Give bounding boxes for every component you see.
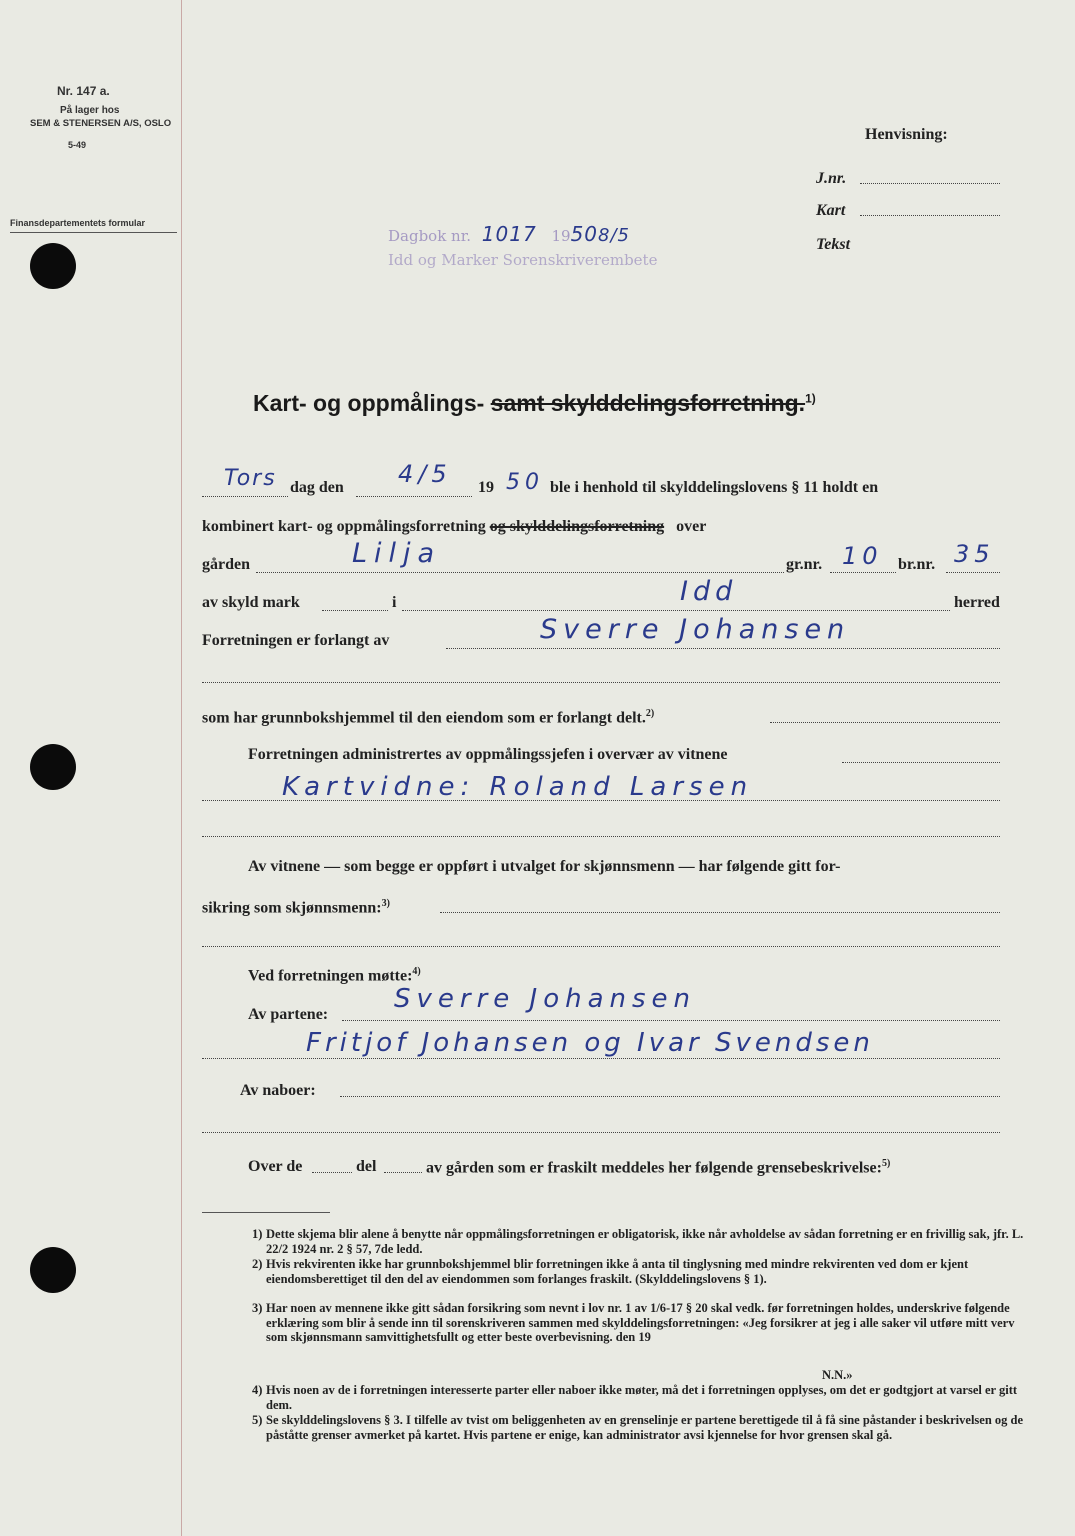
punch-hole-top <box>30 243 76 289</box>
partene-handwritten-1: Sverre Johansen <box>394 984 697 1014</box>
garden-field[interactable] <box>256 572 784 573</box>
vitner-footnote: 3) <box>381 898 390 909</box>
naboer-field-2[interactable] <box>202 1132 1000 1133</box>
forlangt-handwritten: Sverre Johansen <box>540 614 851 645</box>
stock-line-1: På lager hos <box>60 105 120 116</box>
day-handwritten: Tors <box>224 466 277 491</box>
title-footnote: 1) <box>805 391 816 406</box>
footnote-text: Har noen av mennene ikke gitt sådan forsikring som nevnt i lov nr. 1 av 1/6-17 § 20 skal vedk. før forretningen holdes, underskrive følgende erklæring som blir å sende inn til sorenskriveren sammen med skylddelingsforretningen: «Jeg forsikrer at jeg i alle saker vil utføre mitt verv som skjønnsmann samvittighetsfullt og etter beste overbevisning. den 19 <box>266 1301 1015 1344</box>
brnr-handwritten: 35 <box>954 540 995 568</box>
vitner-field[interactable] <box>440 912 1000 913</box>
footnote-num: 3) <box>252 1301 263 1315</box>
forlangt-label: Forretningen er forlangt av <box>202 632 390 649</box>
nn-signature: N.N.» <box>822 1368 853 1382</box>
line2-struck: og skylddelingsforretning <box>489 518 665 535</box>
grunnbok-text: som har grunnbokshjemmel til den eiendom som er forlangt delt. <box>202 709 646 727</box>
del-field[interactable] <box>384 1172 422 1173</box>
del-label: del <box>356 1158 377 1175</box>
over-rest-text: av gården som er fraskilt meddeles her følgende grensebeskrivelse: <box>426 1159 882 1177</box>
stock-line-2: SEM & STENERSEN A/S, OSLO <box>30 118 172 129</box>
punch-hole-middle <box>30 744 76 790</box>
stamp-number: 1017 <box>481 222 537 246</box>
dag-den-label: dag den <box>290 479 344 496</box>
line1-text: ble i henhold til skylddelingslovens § 11 holdt en <box>550 479 879 496</box>
witness-handwritten: Kartvidne: Roland Larsen <box>282 772 754 802</box>
i-label: i <box>392 594 397 611</box>
edition: 5-49 <box>68 140 87 150</box>
footnote-text: Hvis noen av de i forretningen interesserte parter eller naboer ikke møter, må det i forretningen opplyses, om det er godtgjort at varsel er gitt dem. <box>266 1383 1018 1412</box>
grunnbok-label <box>202 708 654 727</box>
journal-stamp-line2: Idd og Marker Sorenskriverembete <box>388 251 658 269</box>
margin-line <box>181 0 182 1536</box>
vitner-line1: Av vitnene — som begge er oppført i utvalget for skjønnsmenn — har følgende gitt for- <box>248 858 841 875</box>
over-de-field[interactable] <box>312 1172 352 1173</box>
footnote-text: Hvis rekvirenten ikke har grunnbokshjemmel blir forretningen ikke å anta til tinglysning med mindre rekvirenten ved dom er kjent eiendomsberettiget til den del av eiendommen som forlanges fraskilt. (Skylddelingslovens § 1). <box>266 1257 969 1286</box>
document-title <box>253 390 816 417</box>
herred-field[interactable] <box>402 610 950 611</box>
brnr-field[interactable] <box>946 572 1000 573</box>
footnote-num: 2) <box>252 1257 263 1271</box>
tekst-label: Tekst <box>816 236 851 253</box>
day-field[interactable] <box>202 496 288 497</box>
vitner-field-2[interactable] <box>202 946 1000 947</box>
naboer-field[interactable] <box>340 1096 1000 1097</box>
motte-text: Ved forretningen møtte: <box>248 967 413 985</box>
line2-start: kombinert kart- og oppmålingsforretning <box>202 518 486 535</box>
year-prefix: 19 <box>478 479 494 496</box>
grunnbok-field[interactable] <box>770 722 1000 723</box>
stamp-year: 50 <box>570 222 599 246</box>
footnote-num: 1) <box>252 1227 263 1241</box>
admin-field[interactable] <box>842 762 1000 763</box>
stamp-date: 8/5 <box>598 225 630 246</box>
forlangt-field-2[interactable] <box>202 682 1000 683</box>
vitner-line2-text: sikring som skjønnsmenn: <box>202 899 382 917</box>
footnote-text: Se skylddelingslovens § 3. I tilfelle av tvist om beliggenheten av en grenselinje er partene berettigede til å få sine påstander i beskrivelsen og de påståtte grenser avmerket på kartet. Hvis partene er enige, kan administrator avsi kjennelse for hvor grensen skal gå. <box>266 1413 1024 1442</box>
jnr-label: J.nr. <box>816 170 847 187</box>
partene-field-2[interactable] <box>202 1058 1000 1059</box>
grnr-label: gr.nr. <box>786 556 823 573</box>
form-number: Nr. 147 a. <box>57 84 110 98</box>
stamp-prefix: Dagbok nr. <box>388 227 472 245</box>
journal-stamp-line1 <box>388 222 630 246</box>
forlangt-field[interactable] <box>446 648 1000 649</box>
grnr-field[interactable] <box>830 572 896 573</box>
grunnbok-footnote: 2) <box>645 708 655 719</box>
admin-label: Forretningen administrertes av oppmålingssjefen i overvær av vitnene <box>248 746 728 763</box>
footnote-num: 5) <box>252 1413 263 1427</box>
line2-end: over <box>676 518 707 535</box>
footnote-num: 4) <box>252 1383 263 1397</box>
over-rest <box>426 1158 890 1177</box>
skyld-label: av skyld mark <box>202 594 300 611</box>
herred-handwritten: Idd <box>680 576 738 607</box>
punch-hole-bottom <box>30 1247 76 1293</box>
jnr-field[interactable] <box>860 183 1000 184</box>
witness-field-2[interactable] <box>202 836 1000 837</box>
footnote-separator <box>202 1212 330 1213</box>
skyld-field[interactable] <box>322 610 388 611</box>
stamp-year-prefix: 19 <box>551 227 571 245</box>
partene-label: Av partene: <box>248 1006 329 1023</box>
kart-field[interactable] <box>860 215 1000 216</box>
witness-field[interactable] <box>202 800 1000 801</box>
formular-label: Finansdepartementets formular <box>10 218 146 228</box>
naboer-label: Av naboer: <box>240 1082 316 1099</box>
motte-footnote: 4) <box>412 966 421 977</box>
date-handwritten: 4/5 <box>398 460 452 488</box>
motte-label <box>248 966 421 985</box>
footnote-text: Dette skjema blir alene å benytte når oppmålingsforretningen er obligatorisk, ikke når avholdelse av sådan forretning er en frivillig sak, jfr. L. 22/2 1924 nr. 2 § 57, 7de ledd. <box>266 1227 1024 1256</box>
garden-label: gården <box>202 556 250 573</box>
brnr-label: br.nr. <box>898 556 936 573</box>
garden-handwritten: Lilja <box>352 538 442 569</box>
title-part1: Kart- og oppmålings- <box>253 390 485 416</box>
partene-handwritten-2: Fritjof Johansen og Ivar Svendsen <box>306 1028 874 1058</box>
reference-heading: Henvisning: <box>865 126 948 143</box>
kart-label: Kart <box>816 202 846 219</box>
grnr-handwritten: 10 <box>842 542 883 570</box>
title-struck: samt skylddelingsforretning. <box>490 390 806 416</box>
herred-label: herred <box>954 594 1000 611</box>
vitner-line2 <box>202 898 390 917</box>
partene-field[interactable] <box>342 1020 1000 1021</box>
year-handwritten: 50 <box>506 470 544 495</box>
line2-text <box>202 518 706 536</box>
over-de-label: Over de <box>248 1158 303 1175</box>
date-field[interactable] <box>356 496 472 497</box>
over-footnote: 5) <box>881 1158 891 1169</box>
formular-underline <box>10 232 177 233</box>
